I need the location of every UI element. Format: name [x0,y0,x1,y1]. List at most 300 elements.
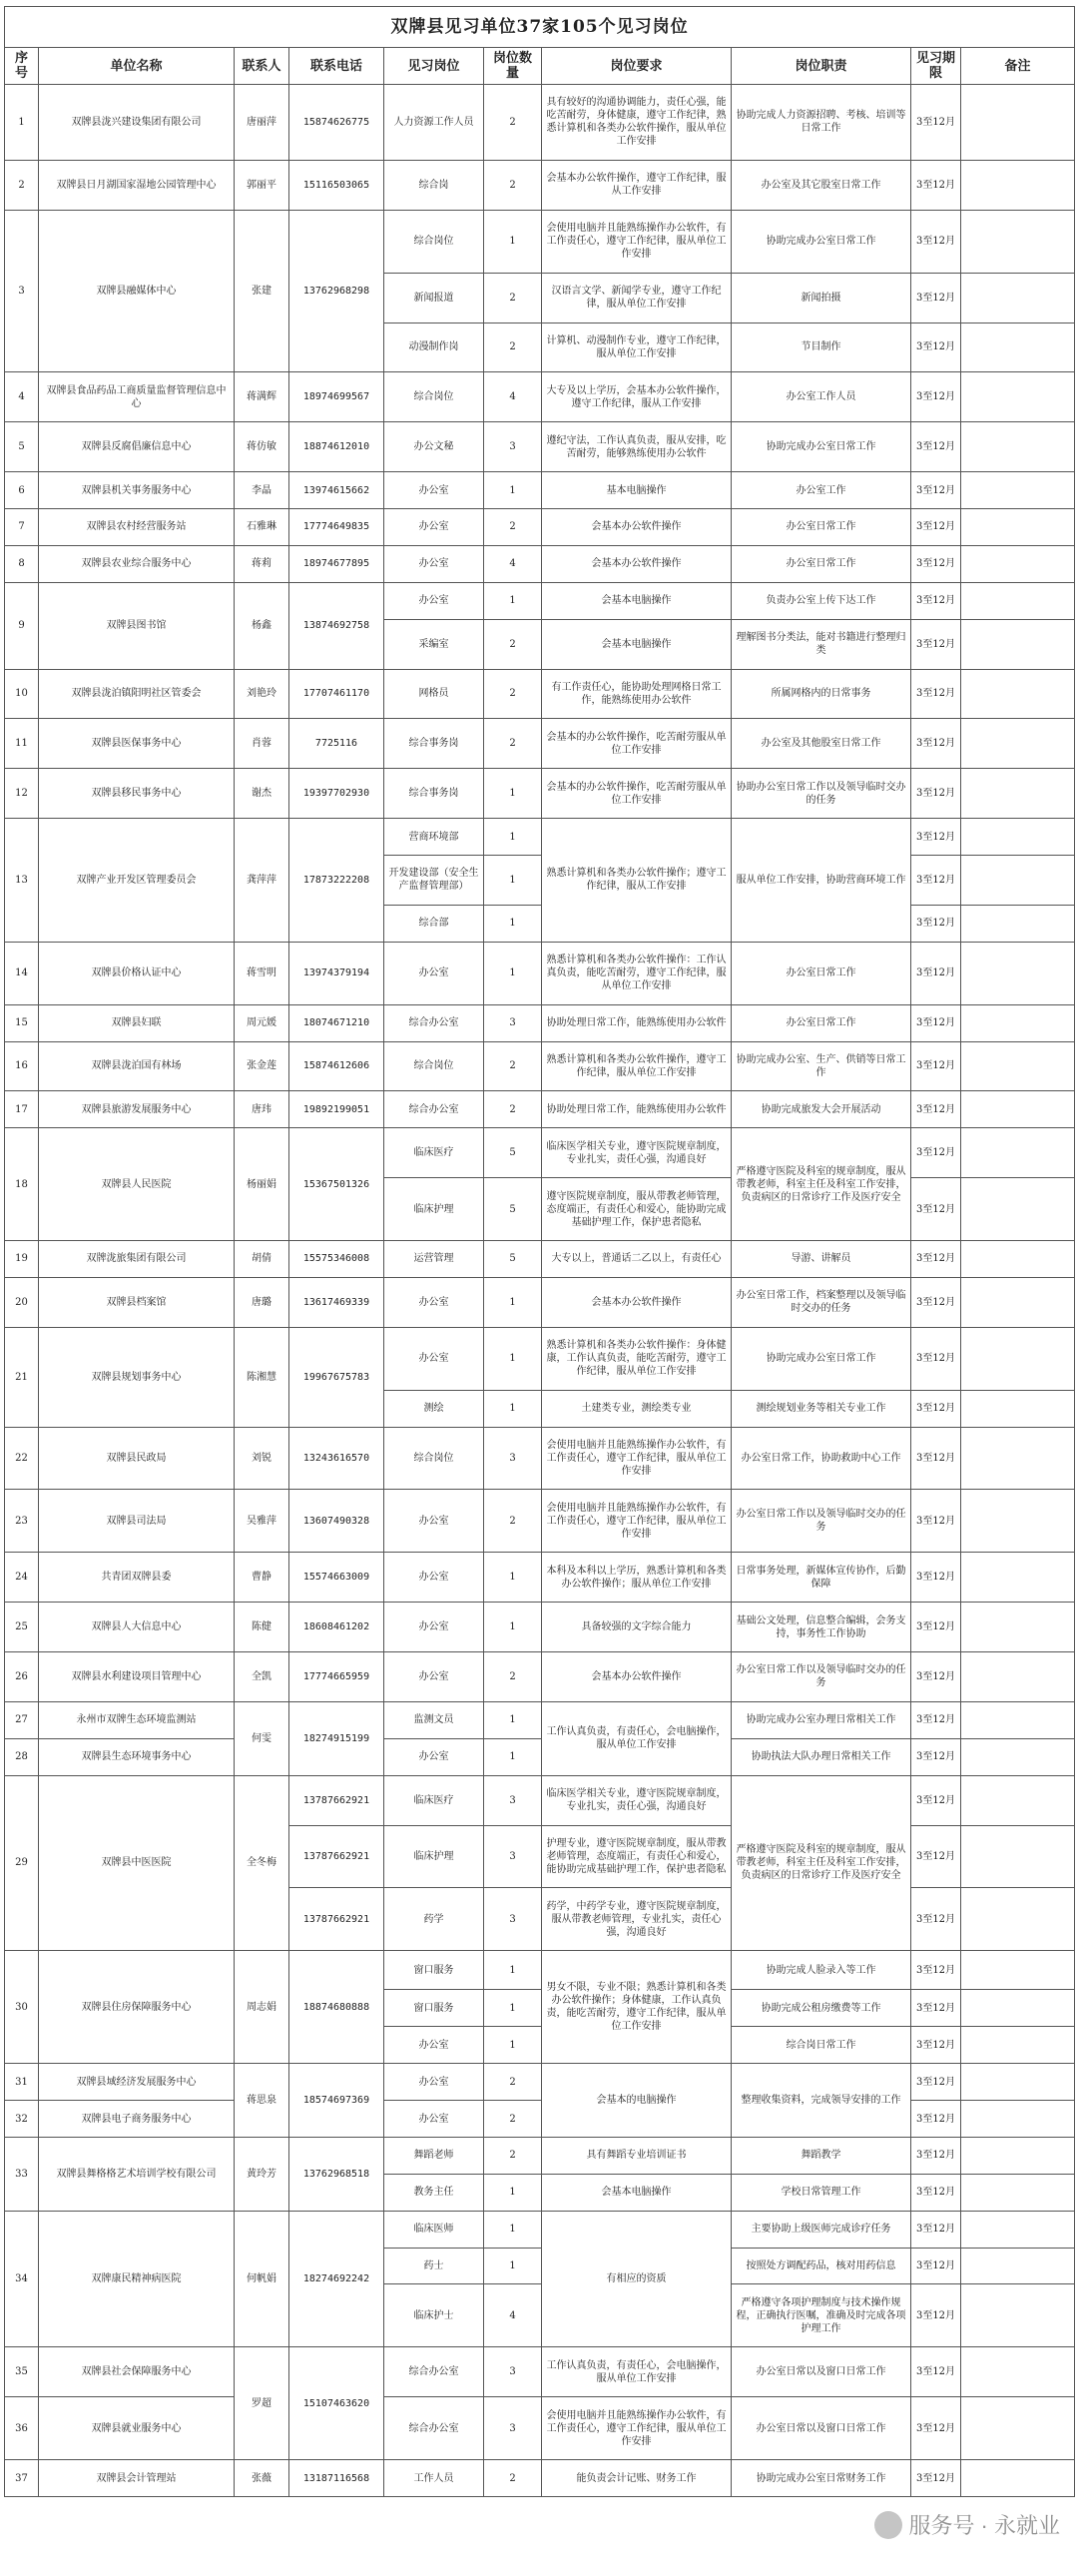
period-cell: 3至12月 [911,2284,961,2347]
seq-cell: 22 [5,1427,39,1490]
remark-cell [961,2064,1075,2101]
duty-cell: 办公室日常以及窗口日常工作 [732,2347,911,2397]
period-cell: 3至12月 [911,769,961,819]
remark-cell [961,1128,1075,1178]
quota-cell: 2 [484,1091,542,1128]
remark-cell [961,669,1075,719]
unit-name-cell: 双牌产业开发区管理委员会 [39,819,235,943]
duty-cell: 理解图书分类法，能对书籍进行整理归类 [732,619,911,669]
period-cell: 3至12月 [911,619,961,669]
quota-cell: 1 [484,769,542,819]
seq-cell: 16 [5,1041,39,1091]
period-cell: 3至12月 [911,669,961,719]
post-cell: 测绘 [384,1390,484,1427]
unit-name-cell: 双牌县会计管理站 [39,2460,235,2497]
post-cell: 综合事务岗 [384,719,484,769]
duty-cell: 办公室日常工作 [732,1004,911,1041]
phone-cell: 18574697369 [289,2064,384,2138]
table-row [5,942,1075,1004]
contact-cell: 何帆娟 [235,2211,289,2347]
quota-cell: 2 [484,719,542,769]
period-cell: 3至12月 [911,2174,961,2211]
post-cell: 窗口服务 [384,1951,484,1990]
duty-cell: 协助完成人脸录入等工作 [732,1951,911,1990]
remark-cell [961,769,1075,819]
requirement-cell: 护理专业，遵守医院规章制度，服从带教老师管理，态度端正，有责任心和爱心，能协助完成基础护理工作，保护患者隐私 [542,1825,732,1888]
table-row [5,1327,1075,1390]
phone-cell: 19397702930 [289,769,384,819]
period-cell: 3至12月 [911,582,961,619]
table-row [5,1490,1075,1553]
phone-cell: 13787662921 [289,1775,384,1825]
period-cell: 3至12月 [911,322,961,372]
post-cell: 办公室 [384,1277,484,1327]
remark-cell [961,472,1075,509]
quota-cell: 1 [484,2174,542,2211]
duty-cell: 协助执法大队办理日常相关工作 [732,1738,911,1775]
duty-cell: 协助完成办公室日常财务工作 [732,2460,911,2497]
period-cell: 3至12月 [911,1775,961,1825]
post-cell: 综合办公室 [384,1091,484,1128]
requirement-cell: 会使用电脑并且能熟练操作办公软件，有工作责任心，遵守工作纪律，服从单位工作安排 [542,210,732,273]
seq-cell: 6 [5,472,39,509]
seq-cell: 35 [5,2347,39,2397]
requirement-cell: 本科及本科以上学历，熟悉计算机和各类办公软件操作；服从单位工作安排 [542,1553,732,1603]
quota-cell: 1 [484,2027,542,2064]
seq-cell: 25 [5,1603,39,1652]
contact-cell: 陈健 [235,1603,289,1652]
remark-cell [961,2027,1075,2064]
quota-cell: 4 [484,545,542,582]
seq-cell: 26 [5,1652,39,1702]
remark-cell [961,85,1075,161]
quota-cell: 2 [484,322,542,372]
quota-cell: 4 [484,372,542,422]
quota-cell: 1 [484,1327,542,1390]
post-cell: 办公室 [384,1603,484,1652]
table-row [5,1553,1075,1603]
unit-name-cell: 双牌县图书馆 [39,582,235,669]
requirement-cell: 会使用电脑并且能熟练操作办公软件，有工作责任心，遵守工作纪律，服从单位工作安排 [542,1427,732,1490]
requirement-cell: 具有舞蹈专业培训证书 [542,2137,732,2174]
period-cell: 3至12月 [911,1178,961,1241]
watermark-text: 服务号 · 永就业 [908,2513,1060,2538]
phone-cell: 19967675783 [289,1327,384,1427]
post-cell: 办公室 [384,2064,484,2101]
requirement-cell: 临床医学相关专业，遵守医院规章制度，专业扎实，责任心强，沟通良好 [542,1128,732,1178]
unit-name-cell: 双牌县生态环境事务中心 [39,1738,235,1775]
post-cell: 办公室 [384,942,484,1004]
period-cell: 3至12月 [911,942,961,1004]
table-row [5,509,1075,546]
unit-name-cell: 双牌县价格认证中心 [39,942,235,1004]
duty-cell: 办公室及其它股室日常工作 [732,160,911,210]
remark-cell [961,619,1075,669]
phone-cell: 18874612010 [289,422,384,472]
seq-cell: 21 [5,1327,39,1427]
quota-cell: 1 [484,1951,542,1990]
contact-cell: 肖蓉 [235,719,289,769]
requirement-cell: 熟悉计算机和各类办公软件操作：工作认真负责，能吃苦耐劳，遵守工作纪律，服从单位工作安排 [542,942,732,1004]
table-row [5,472,1075,509]
requirement-cell: 会基本的办公软件操作，吃苦耐劳服从单位工作安排 [542,719,732,769]
contact-cell: 胡倩 [235,1241,289,1278]
watermark [874,2509,1060,2540]
seq-cell: 14 [5,942,39,1004]
phone-cell: 18274915199 [289,1701,384,1775]
contact-cell: 唐玮 [235,1091,289,1128]
unit-name-cell: 双牌泷旅集团有限公司 [39,1241,235,1278]
column-header: 岗位职责 [732,48,911,85]
duty-cell: 协助完成办公室办理日常相关工作 [732,1701,911,1738]
table-row [5,1427,1075,1490]
seq-cell: 2 [5,160,39,210]
contact-cell: 石雅琳 [235,509,289,546]
unit-name-cell: 双牌县机关事务服务中心 [39,472,235,509]
contact-cell: 张建 [235,210,289,372]
unit-name-cell: 双牌县水利建设项目管理中心 [39,1652,235,1702]
unit-name-cell: 双牌县档案馆 [39,1277,235,1327]
table-row [5,582,1075,619]
phone-cell: 17774665959 [289,1652,384,1702]
column-header: 备注 [961,48,1075,85]
phone-cell: 18974677895 [289,545,384,582]
table-row [5,2137,1075,2174]
contact-cell: 曹静 [235,1553,289,1603]
contact-cell: 杨鑫 [235,582,289,669]
unit-name-cell: 双牌县泷泊镇阳明社区管委会 [39,669,235,719]
remark-cell [961,2460,1075,2497]
table-row [5,1775,1075,1825]
period-cell: 3至12月 [911,2211,961,2248]
quota-cell: 1 [484,472,542,509]
wechat-logo-icon [874,2511,902,2539]
remark-cell [961,2397,1075,2460]
remark-cell [961,1738,1075,1775]
unit-name-cell: 双牌县泷泊国有林场 [39,1041,235,1091]
quota-cell: 3 [484,1825,542,1888]
table-row [5,422,1075,472]
contact-cell: 谢杰 [235,769,289,819]
quota-cell: 1 [484,2248,542,2284]
period-cell: 3至12月 [911,1825,961,1888]
table-row [5,1091,1075,1128]
period-cell: 3至12月 [911,509,961,546]
requirement-cell: 会基本办公软件操作 [542,1277,732,1327]
requirement-cell: 汉语言文学、新闻学专业，遵守工作纪律，服从单位工作安排 [542,273,732,322]
duty-cell: 协助完成办公室、生产、供销等日常工作 [732,1041,911,1091]
period-cell: 3至12月 [911,422,961,472]
seq-cell: 33 [5,2137,39,2211]
quota-cell: 3 [484,2347,542,2397]
quota-cell: 2 [484,619,542,669]
phone-cell: 13607490328 [289,1490,384,1553]
period-cell: 3至12月 [911,1427,961,1490]
period-cell: 3至12月 [911,1128,961,1178]
remark-cell [961,1603,1075,1652]
column-header: 序号 [5,48,39,85]
unit-name-cell: 双牌县电子商务服务中心 [39,2101,235,2138]
phone-cell: 13243616570 [289,1427,384,1490]
table-row [5,1004,1075,1041]
unit-name-cell: 双牌县规划事务中心 [39,1327,235,1427]
requirement-cell: 熟悉计算机和各类办公软件操作；遵守工作纪律，服从工作安排 [542,819,732,943]
requirement-cell: 熟悉计算机和各类办公软件操作：身体健康，工作认真负责，能吃苦耐劳，遵守工作纪律，服从单位工作安排 [542,1327,732,1390]
contact-cell: 何雯 [235,1701,289,1775]
remark-cell [961,1652,1075,1702]
remark-cell [961,2284,1075,2347]
table-row [5,2101,1075,2138]
duty-cell: 综合岗日常工作 [732,2027,911,2064]
post-cell: 临床护理 [384,1178,484,1241]
remark-cell [961,856,1075,906]
remark-cell [961,819,1075,856]
period-cell: 3至12月 [911,2397,961,2460]
seq-cell: 1 [5,85,39,161]
table-row [5,1603,1075,1652]
requirement-cell: 会基本的办公软件操作，吃苦耐劳服从单位工作安排 [542,769,732,819]
phone-cell: 18974699567 [289,372,384,422]
quota-cell: 2 [484,1041,542,1091]
column-header: 见习期限 [911,48,961,85]
period-cell: 3至12月 [911,719,961,769]
quota-cell: 5 [484,1178,542,1241]
seq-cell: 9 [5,582,39,669]
table-row [5,1277,1075,1327]
period-cell: 3至12月 [911,819,961,856]
quota-cell: 3 [484,1775,542,1825]
duty-cell: 负责办公室上传下达工作 [732,582,911,619]
remark-cell [961,942,1075,1004]
contact-cell: 罗超 [235,2347,289,2460]
phone-cell: 17707461170 [289,669,384,719]
quota-cell: 1 [484,942,542,1004]
contact-cell: 黄玲芳 [235,2137,289,2211]
unit-name-cell: 双牌县医保事务中心 [39,719,235,769]
contact-cell: 陈湘慧 [235,1327,289,1427]
remark-cell [961,1178,1075,1241]
requirement-cell: 土建类专业，测绘类专业 [542,1390,732,1427]
unit-name-cell: 双牌县妇联 [39,1004,235,1041]
requirement-cell: 有工作责任心，能协助处理网格日常工作，能熟练使用办公软件 [542,669,732,719]
period-cell: 3至12月 [911,2347,961,2397]
phone-cell: 13787662921 [289,1888,384,1951]
phone-cell: 15574663009 [289,1553,384,1603]
seq-cell: 3 [5,210,39,372]
phone-cell: 15107463620 [289,2347,384,2460]
post-cell: 办公室 [384,2101,484,2138]
column-header: 联系电话 [289,48,384,85]
period-cell: 3至12月 [911,905,961,942]
duty-cell: 严格遵守各项护理制度与技术操作规程，正确执行医嘱，准确及时完成各项护理工作 [732,2284,911,2347]
remark-cell [961,1091,1075,1128]
post-cell: 动漫制作岗 [384,322,484,372]
quota-cell: 2 [484,509,542,546]
duty-cell: 办公室日常工作 [732,545,911,582]
quota-cell: 2 [484,273,542,322]
quota-cell: 4 [484,2284,542,2347]
unit-name-cell: 双牌县社会保障服务中心 [39,2347,235,2397]
requirement-cell: 工作认真负责，有责任心，会电脑操作，服从单位工作安排 [542,1701,732,1775]
requirement-cell: 遵守医院规章制度，服从带教老师管理，态度端正，有责任心和爱心，能协助完成基础护理工作，保护患者隐私 [542,1178,732,1241]
job-table [4,6,1075,2497]
period-cell: 3至12月 [911,1277,961,1327]
phone-cell: 15874626775 [289,85,384,161]
requirement-cell: 熟悉计算机和各类办公软件操作，遵守工作纪律，服从单位工作安排 [542,1041,732,1091]
quota-cell: 2 [484,1490,542,1553]
column-header: 单位名称 [39,48,235,85]
table-row [5,85,1075,161]
requirement-cell: 会使用电脑并且能熟练操作办公软件，有工作责任心，遵守工作纪律，服从单位工作安排 [542,1490,732,1553]
quota-cell: 1 [484,1277,542,1327]
period-cell: 3至12月 [911,856,961,906]
remark-cell [961,160,1075,210]
seq-cell: 17 [5,1091,39,1128]
quota-cell: 1 [484,905,542,942]
contact-cell: 张金莲 [235,1041,289,1091]
remark-cell [961,2347,1075,2397]
quota-cell: 2 [484,2137,542,2174]
seq-cell: 15 [5,1004,39,1041]
unit-name-cell: 双牌县司法局 [39,1490,235,1553]
contact-cell: 周志娟 [235,1951,289,2064]
title-row [5,7,1075,48]
requirement-cell: 会基本电脑操作 [542,582,732,619]
post-cell: 临床医疗 [384,1128,484,1178]
phone-cell: 15575346008 [289,1241,384,1278]
period-cell: 3至12月 [911,1490,961,1553]
post-cell: 舞蹈老师 [384,2137,484,2174]
seq-cell: 27 [5,1701,39,1738]
seq-cell: 24 [5,1553,39,1603]
unit-name-cell: 双牌县日月湖国家湿地公园管理中心 [39,160,235,210]
period-cell: 3至12月 [911,2101,961,2138]
table-row [5,719,1075,769]
contact-cell: 吴雅萍 [235,1490,289,1553]
table-row [5,160,1075,210]
contact-cell: 蒋满辉 [235,372,289,422]
post-cell: 临床医师 [384,2211,484,2248]
seq-cell: 23 [5,1490,39,1553]
table-title: 双牌县见习单位37家105个见习岗位 [5,7,1075,48]
seq-cell: 8 [5,545,39,582]
unit-name-cell: 双牌县农村经营服务站 [39,509,235,546]
requirement-cell: 会使用电脑并且能熟练操作办公软件，有工作责任心，遵守工作纪律，服从单位工作安排 [542,2397,732,2460]
requirement-cell: 有相应的资质 [542,2211,732,2347]
requirement-cell: 会基本办公软件操作 [542,545,732,582]
duty-cell: 所属网格内的日常事务 [732,669,911,719]
contact-cell: 全凯 [235,1652,289,1702]
quota-cell: 1 [484,210,542,273]
period-cell: 3至12月 [911,1041,961,1091]
unit-name-cell: 双牌县人民医院 [39,1128,235,1241]
phone-cell: 18608461202 [289,1603,384,1652]
period-cell: 3至12月 [911,1652,961,1702]
table-row [5,372,1075,422]
duty-cell: 办公室日常工作，档案整理以及领导临时交办的任务 [732,1277,911,1327]
post-cell: 人力资源工作人员 [384,85,484,161]
period-cell: 3至12月 [911,2027,961,2064]
seq-cell: 10 [5,669,39,719]
period-cell: 3至12月 [911,210,961,273]
post-cell: 药士 [384,2248,484,2284]
unit-name-cell: 共青团双牌县委 [39,1553,235,1603]
table-row [5,2347,1075,2397]
post-cell: 采编室 [384,619,484,669]
quota-cell: 3 [484,1004,542,1041]
unit-name-cell: 双牌县舞格格艺术培训学校有限公司 [39,2137,235,2211]
table-row [5,1701,1075,1738]
unit-name-cell: 永州市双牌生态环境监测站 [39,1701,235,1738]
quota-cell: 1 [484,1553,542,1603]
duty-cell: 办公室及其他股室日常工作 [732,719,911,769]
period-cell: 3至12月 [911,545,961,582]
phone-cell: 18074671210 [289,1004,384,1041]
table-row [5,2064,1075,2101]
unit-name-cell: 双牌县人大信息中心 [39,1603,235,1652]
period-cell: 3至12月 [911,1990,961,2027]
phone-cell: 13787662921 [289,1825,384,1888]
quota-cell: 1 [484,819,542,856]
table-row [5,1738,1075,1775]
seq-cell: 19 [5,1241,39,1278]
contact-cell: 蒋仿敏 [235,422,289,472]
requirement-cell: 会基本的电脑操作 [542,2064,732,2138]
remark-cell [961,273,1075,322]
seq-cell: 4 [5,372,39,422]
quota-cell: 1 [484,1990,542,2027]
table-row [5,2397,1075,2460]
seq-cell: 32 [5,2101,39,2138]
phone-cell: 17774649835 [289,509,384,546]
post-cell: 办公室 [384,582,484,619]
phone-cell: 7725116 [289,719,384,769]
phone-cell: 13187116568 [289,2460,384,2497]
duty-cell: 协助办公室日常工作以及领导临时交办的任务 [732,769,911,819]
contact-cell: 龚萍萍 [235,819,289,943]
requirement-cell: 会基本电脑操作 [542,619,732,669]
period-cell: 3至12月 [911,2460,961,2497]
contact-cell: 蒋雪明 [235,942,289,1004]
requirement-cell: 具备较强的文字综合能力 [542,1603,732,1652]
post-cell: 综合岗 [384,160,484,210]
header-row [5,48,1075,85]
period-cell: 3至12月 [911,372,961,422]
remark-cell [961,372,1075,422]
period-cell: 3至12月 [911,2248,961,2284]
duty-cell: 测绘规划业务等相关专业工作 [732,1390,911,1427]
requirement-cell: 能负责会计记账、财务工作 [542,2460,732,2497]
table-row [5,545,1075,582]
remark-cell [961,1825,1075,1888]
table-row [5,819,1075,856]
duty-cell: 办公室工作 [732,472,911,509]
remark-cell [961,1277,1075,1327]
column-header: 见习岗位 [384,48,484,85]
unit-name-cell: 双牌县民政局 [39,1427,235,1490]
contact-cell: 刘锐 [235,1427,289,1490]
duty-cell: 协助完成旅发大会开展活动 [732,1091,911,1128]
quota-cell: 1 [484,1603,542,1652]
requirement-cell: 遵纪守法，工作认真负责，服从安排，吃苦耐劳，能够熟练使用办公软件 [542,422,732,472]
remark-cell [961,1390,1075,1427]
contact-cell: 唐璐 [235,1277,289,1327]
duty-cell: 协助完成办公室日常工作 [732,1327,911,1390]
requirement-cell: 计算机、动漫制作专业，遵守工作纪律，服从单位工作安排 [542,322,732,372]
phone-cell: 19892199051 [289,1091,384,1128]
seq-cell: 37 [5,2460,39,2497]
duty-cell: 服从单位工作安排，协助营商环境工作 [732,819,911,943]
